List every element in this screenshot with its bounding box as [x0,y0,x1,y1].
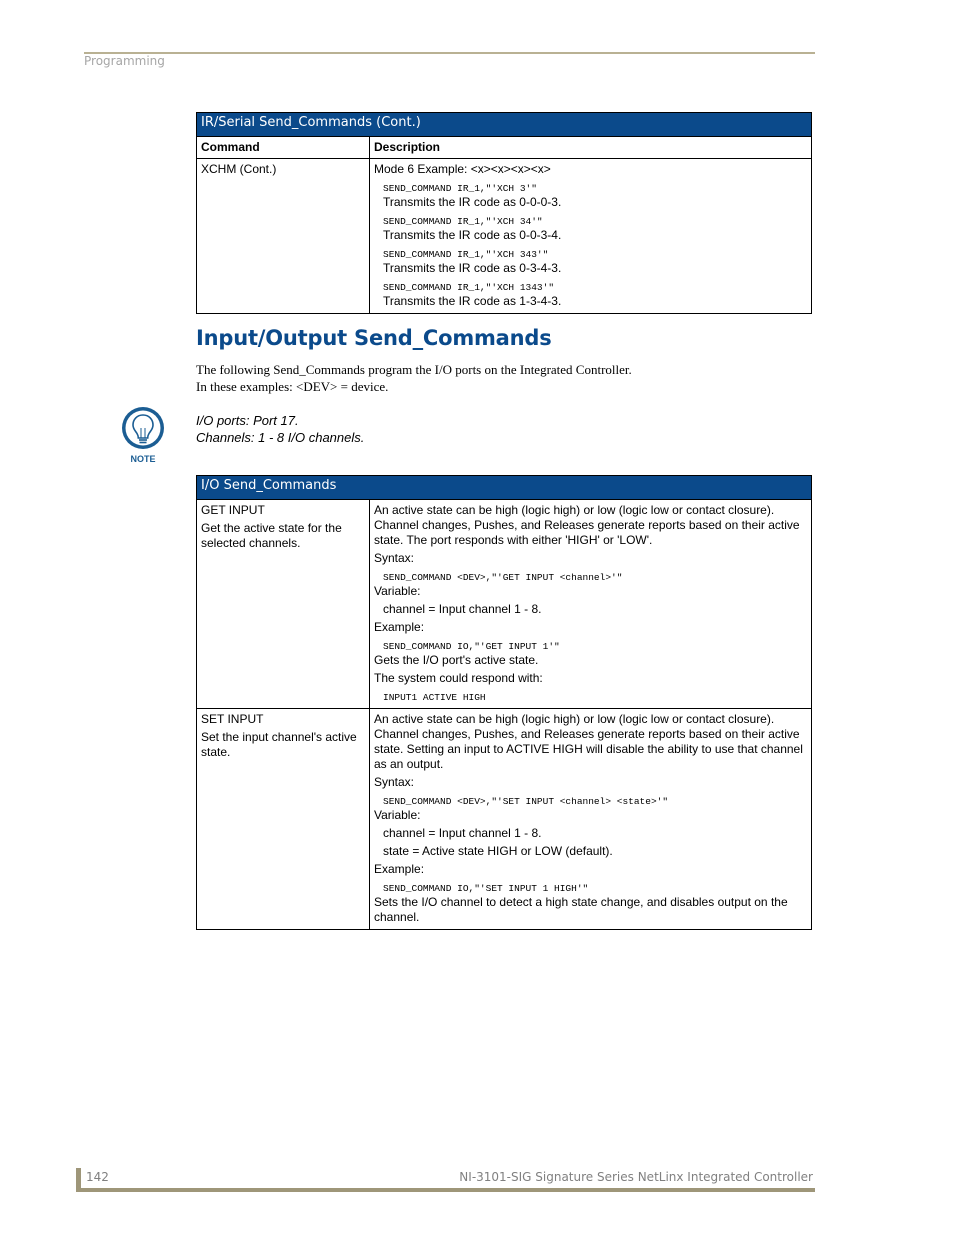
example-result: Gets the I/O port's active state. [374,653,539,667]
command-cell [197,709,370,930]
description-cell [370,709,812,930]
section-heading: Input/Output Send_Commands [196,326,552,350]
note-line: Channels: 1 - 8 I/O channels. [196,430,365,445]
footer-document-title: NI-3101-SIG Signature Series NetLinx Integrated Controller [459,1170,813,1184]
code-example: SEND_COMMAND IR_1,"'XCH 343'" [383,249,549,260]
command-summary: Get the active state for the selected channels. [201,521,342,550]
variable-label: Variable: [374,584,421,598]
description-intro: Mode 6 Example: <x><x><x><x> [374,162,551,176]
example-result: Transmits the IR code as 0-0-0-3. [383,195,562,209]
intro-line: The following Send_Commands program the I/O ports on the Integrated Controller. [196,362,632,377]
syntax-label: Syntax: [374,551,415,565]
ir-serial-commands-table [196,112,812,314]
code-example: SEND_COMMAND IR_1,"'XCH 34'" [383,216,543,227]
table-title: I/O Send_Commands [197,476,812,500]
example-code: SEND_COMMAND IO,"'GET INPUT 1'" [383,641,560,652]
note-icon-label: NOTE [130,454,156,464]
table-row [197,709,812,930]
io-commands-table [196,475,812,930]
description-text: An active state can be high (logic high) or low (logic low or contact closure). Channel changes, Pushes, and Releases generate reports based on their active state. Setting an input to ACTIVE HIGH will disable the ability to use that channel as an output. [374,712,803,771]
command-summary: Set the input channel's active state. [201,730,357,759]
example-result: Transmits the IR code as 0-0-3-4. [383,228,562,242]
footer-rule [76,1188,815,1192]
respond-label: The system could respond with: [374,671,543,685]
example-label: Example: [374,620,425,634]
column-header-description: Description [370,137,812,159]
note-line: I/O ports: Port 17. [196,413,299,428]
respond-code: INPUT1 ACTIVE HIGH [383,692,486,703]
example-result: Transmits the IR code as 0-3-4-3. [383,261,562,275]
page-number: 142 [86,1170,109,1184]
syntax-code: SEND_COMMAND <DEV>,"'SET INPUT <channel> <state>'" [383,796,669,807]
note-lightbulb-icon [117,404,169,466]
running-header: Programming [84,54,165,68]
command-name: GET INPUT [201,503,265,517]
variable-label: Variable: [374,808,421,822]
code-example: SEND_COMMAND IR_1,"'XCH 1343'" [383,282,555,293]
command-cell: XCHM (Cont.) [197,159,370,314]
column-header-command: Command [197,137,370,159]
example-label: Example: [374,862,425,876]
note-text [196,412,364,446]
description-cell [370,500,812,709]
header-rule [84,52,815,54]
description-cell [370,159,812,314]
table-row [197,159,812,314]
table-title: IR/Serial Send_Commands (Cont.) [197,113,812,137]
variable-item: channel = Input channel 1 - 8. [383,602,542,616]
command-cell [197,500,370,709]
description-text: An active state can be high (logic high) or low (logic low or contact closure). Channel changes, Pushes, and Releases generate reports based on their active state. The port responds with either 'HIGH' or 'LOW'. [374,503,800,547]
syntax-label: Syntax: [374,775,415,789]
table-row [197,500,812,709]
example-code: SEND_COMMAND IO,"'SET INPUT 1 HIGH'" [383,883,589,894]
syntax-code: SEND_COMMAND <DEV>,"'GET INPUT <channel>'" [383,572,623,583]
example-result: Transmits the IR code as 1-3-4-3. [383,294,562,308]
example-result: Sets the I/O channel to detect a high state change, and disables output on the channel. [374,895,788,924]
code-example: SEND_COMMAND IR_1,"'XCH 3'" [383,183,537,194]
section-intro [196,361,632,395]
intro-line: In these examples: <DEV> = device. [196,379,389,394]
variable-item: channel = Input channel 1 - 8. [383,826,542,840]
command-name: SET INPUT [201,712,264,726]
variable-item: state = Active state HIGH or LOW (default). [383,844,613,858]
